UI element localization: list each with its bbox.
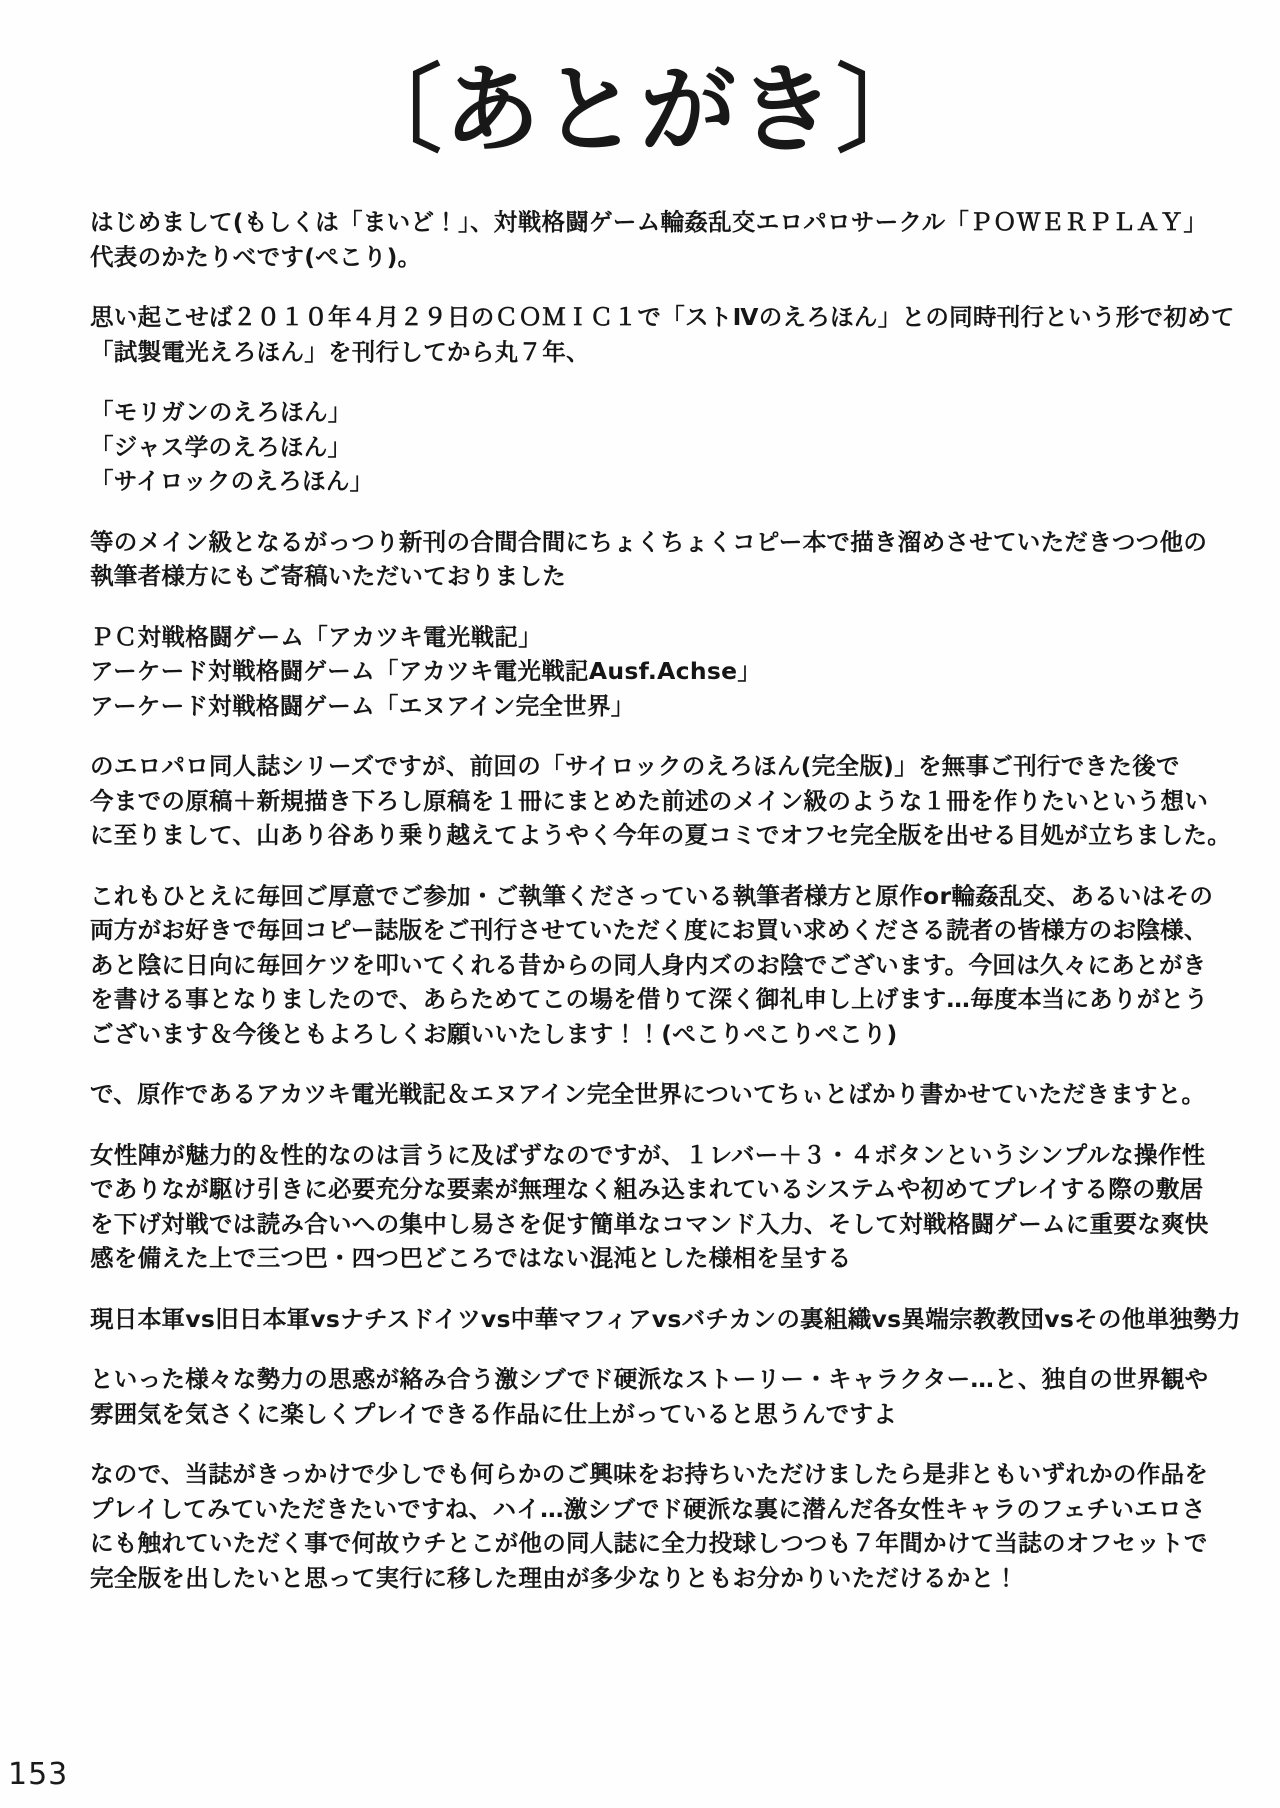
paragraph bbox=[90, 395, 1200, 499]
text-line: これもひとえに毎回ご厚意でご参加・ご執筆くださっている執筆者様方と原作or輪姦乱交、あるいはその bbox=[90, 881, 1214, 910]
text-line: ございます＆今後ともよろしくお願いいたします！！(ぺこりぺこりぺこり) bbox=[90, 1019, 898, 1048]
text-line: はじめまして(もしくは「まいど！」、対戦格闘ゲーム輪姦乱交エロパロサークル「ＰＯＷＥＲＰＬＡＹ」 bbox=[90, 208, 1208, 236]
text-line: を書ける事となりましたので、あらためてこの場を借りて深く御礼申し上げます…毎度本当にありがとう bbox=[90, 985, 1209, 1013]
paragraph bbox=[90, 749, 1231, 853]
paragraph bbox=[90, 1077, 1206, 1112]
text-line: あと陰に日向に毎回ケツを叩いてくれる昔からの同人身内ズのお陰でございます。今回は久々にあとがき bbox=[90, 950, 1207, 979]
text-line: 代表のかたりべです(ぺこり)。 bbox=[90, 242, 422, 271]
paragraph bbox=[90, 1362, 1209, 1431]
text-line: を下げ対戦では読み合いへの集中し易さを促す簡単なコマンド入力、そして対戦格闘ゲームに重要な爽快 bbox=[90, 1209, 1209, 1238]
text-line: 女性陣が魅力的＆性的なのは言うに及ばずなのですが、１レバー＋３・４ボタンというシンプルな操作性 bbox=[90, 1140, 1206, 1169]
text-line: 完全版を出したいと思って実行に移した理由が多少なりともお分かりいただけるかと！ bbox=[90, 1563, 1019, 1592]
text-line: 「モリガンのえろほん」 bbox=[90, 398, 352, 426]
text-line: プレイしてみていただきたいですね、ハイ…激シブでド硬派な裏に潜んだ各女性キャラのフェチいエロさ bbox=[90, 1494, 1206, 1523]
paragraph bbox=[90, 300, 1235, 369]
text-line: 今までの原稿＋新規描き下ろし原稿を１冊にまとめた前述のメイン級のような１冊を作りたいという想い bbox=[90, 786, 1209, 815]
text-line: アーケード対戦格闘ゲーム「エヌアイン完全世界」 bbox=[90, 691, 635, 720]
paragraph bbox=[90, 879, 1214, 1052]
page-number: 153 bbox=[8, 1757, 69, 1792]
text-line: ＰＣ対戦格闘ゲーム「アカツキ電光戦記」 bbox=[90, 622, 542, 651]
text-line: といった様々な勢力の思惑が絡み合う激シブでド硬派なストーリー・キャラクター…と、独自の世界観や bbox=[90, 1365, 1209, 1393]
afterword-body bbox=[90, 205, 1241, 1621]
paragraph bbox=[90, 620, 1200, 724]
text-line: 「ジャス学のえろほん」 bbox=[90, 432, 352, 461]
text-line: 等のメイン級となるがっつり新刊の合間合間にちょくちょくコピー本で描き溜めさせていただきつつ他の bbox=[90, 527, 1208, 556]
paragraph bbox=[90, 1302, 1241, 1337]
text-line: のエロパロ同人誌シリーズですが、前回の「サイロックのえろほん(完全版)」を無事ご刊行できた後で bbox=[90, 752, 1180, 780]
paragraph bbox=[90, 1138, 1209, 1276]
text-line: 両方がお好きで毎回コピー誌版をご刊行させていただく度にお買い求めくださる読者の皆様方のお陰様、 bbox=[90, 916, 1208, 944]
text-line: でありなが駆け引きに必要充分な要素が無理なく組み込まれているシステムや初めてプレイする際の敷居 bbox=[90, 1175, 1204, 1203]
text-line: 執筆者様方にもご寄稿いただいておりました bbox=[90, 562, 566, 590]
text-line: にも触れていただく事で何故ウチとこが他の同人誌に全力投球しつつも７年間かけて当誌のオフセットで bbox=[90, 1529, 1208, 1557]
text-line: アーケード対戦格闘ゲーム「アカツキ電光戦記Ausf.Achse」 bbox=[90, 657, 762, 685]
text-line: 現日本軍vs旧日本軍vsナチスドイツvs中華マフィアvsバチカンの裏組織vs異端宗教教団vsその他単独勢力 bbox=[90, 1304, 1241, 1333]
text-line: に至りまして、山あり谷あり乗り越えてようやく今年の夏コミでオフセ完全版を出せる目処が立ちました。 bbox=[90, 821, 1231, 849]
text-line: 雰囲気を気さくに楽しくプレイできる作品に仕上がっていると思うんですよ bbox=[90, 1399, 898, 1428]
paragraph bbox=[90, 205, 1208, 274]
paragraph bbox=[90, 525, 1208, 594]
page-title: 〔あとがき〕 bbox=[346, 54, 934, 166]
text-line: で、原作であるアカツキ電光戦記＆エヌアイン完全世界についてちぃとばかり書かせていただきますと。 bbox=[90, 1080, 1206, 1108]
text-line: 「試製電光えろほん」を刊行してから丸７年、 bbox=[90, 337, 590, 366]
text-line: 感を備えた上で三つ巴・四つ巴どころではない混沌とした様相を呈する bbox=[90, 1244, 852, 1272]
text-line: 思い起こせば２０１０年４月２９日のＣＯＭＩＣ１で「ストⅣのえろほん」との同時刊行という形で初めて bbox=[90, 303, 1235, 331]
text-line: 「サイロックのえろほん」 bbox=[90, 467, 374, 495]
paragraph bbox=[90, 1457, 1209, 1595]
text-line: なので、当誌がきっかけで少しでも何らかのご興味をお持ちいただけましたら是非ともいずれかの作品を bbox=[90, 1460, 1209, 1488]
